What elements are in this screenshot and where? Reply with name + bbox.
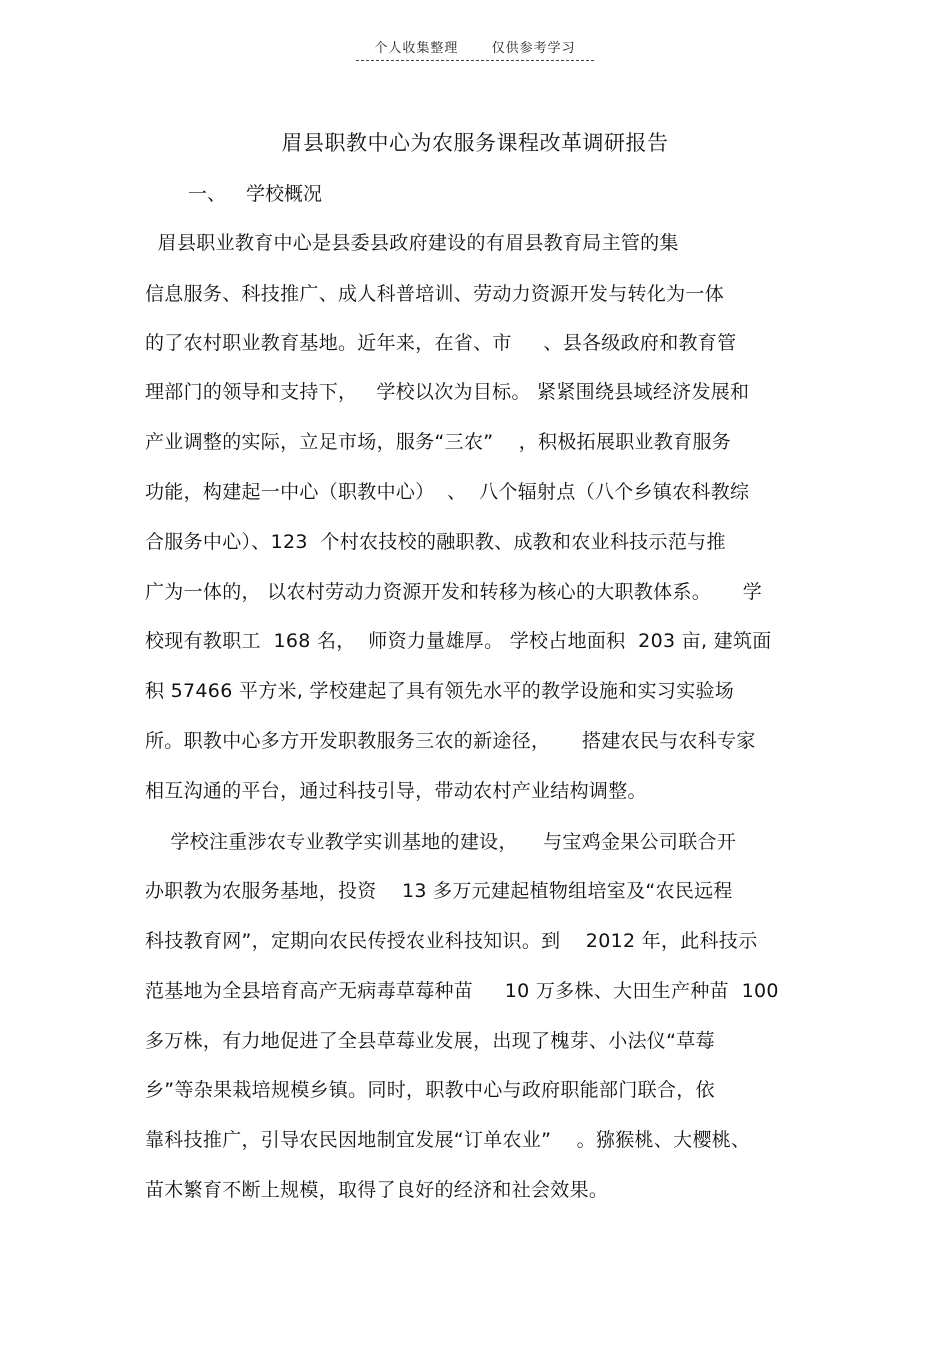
body-line: 相互沟通的平台，通过科技引导，带动农村产业结构调整。 [145, 780, 647, 802]
body-line: 广为一体的， 以农村劳动力资源开发和转移为核心的大职教体系。 学 [145, 581, 763, 603]
section-heading [188, 180, 322, 208]
body-line: 功能，构建起一中心（职教中心） 、 八个辐射点（八个乡镇农科教综 [145, 481, 750, 503]
body-line: 产业调整的实际，立足市场，服务“三农” ，积极拓展职业教育服务 [145, 431, 732, 453]
body-line: 信息服务、科技推广、成人科普培训、劳动力资源开发与转化为一体 [145, 283, 725, 305]
body-line: 理部门的领导和支持下， 学校以次为目标。 紧紧围绕县域经济发展和 [145, 381, 750, 403]
body-line: 多万株，有力地促进了全县草莓业发展，出现了槐芽、小法仪“草莓 [145, 1030, 715, 1052]
body-line: 学校注重涉农专业教学实训基地的建设， 与宝鸡金果公司联合开 [145, 831, 737, 853]
body-line: 合服务中心）、123 个村农技校的融职教、成教和农业科技示范与推 [145, 531, 726, 553]
body-line: 校现有教职工 168 名， 师资力量雄厚。 学校占地面积 203 亩, 建筑面 [145, 630, 772, 652]
header-right-text: 仅供参考学习 [491, 41, 576, 56]
body-line: 的了农村职业教育基地。近年来，在省、市 、县各级政府和教育管 [145, 332, 737, 354]
body-line: 眉县职业教育中心是县委县政府建设的有眉县教育局主管的集 [145, 232, 679, 254]
header-left-text: 个人收集整理 [374, 41, 459, 56]
header-watermark-line [356, 40, 593, 61]
body-line: 科技教育网”，定期向农民传授农业科技知识。到 2012 年，此科技示 [145, 930, 758, 952]
page-header [0, 40, 950, 61]
document-title: 眉县职教中心为农服务课程改革调研报告 [281, 131, 669, 155]
body-line: 所。职教中心多方开发职教服务三农的新途径， 搭建农民与农科专家 [145, 730, 756, 752]
section-title: 学校概况 [246, 183, 323, 205]
body-line: 乡”等杂果栽培规模乡镇。同时，职教中心与政府职能部门联合，依 [145, 1079, 715, 1101]
body-line: 靠科技推广，引导农民因地制宜发展“订单农业” 。猕猴桃、大樱桃、 [145, 1129, 751, 1151]
body-line: 范基地为全县培育高产无病毒草莓种苗 10 万多株、大田生产种苗 100 [145, 980, 779, 1002]
body-line: 积 57466 平方米, 学校建起了具有领先水平的教学设施和实习实验场 [145, 680, 735, 702]
body-line: 办职教为农服务基地，投资 13 多万元建起植物组培室及“农民远程 [145, 880, 733, 902]
body-line: 苗木繁育不断上规模，取得了良好的经济和社会效果。 [145, 1179, 609, 1201]
section-number: 一、 [188, 183, 227, 205]
